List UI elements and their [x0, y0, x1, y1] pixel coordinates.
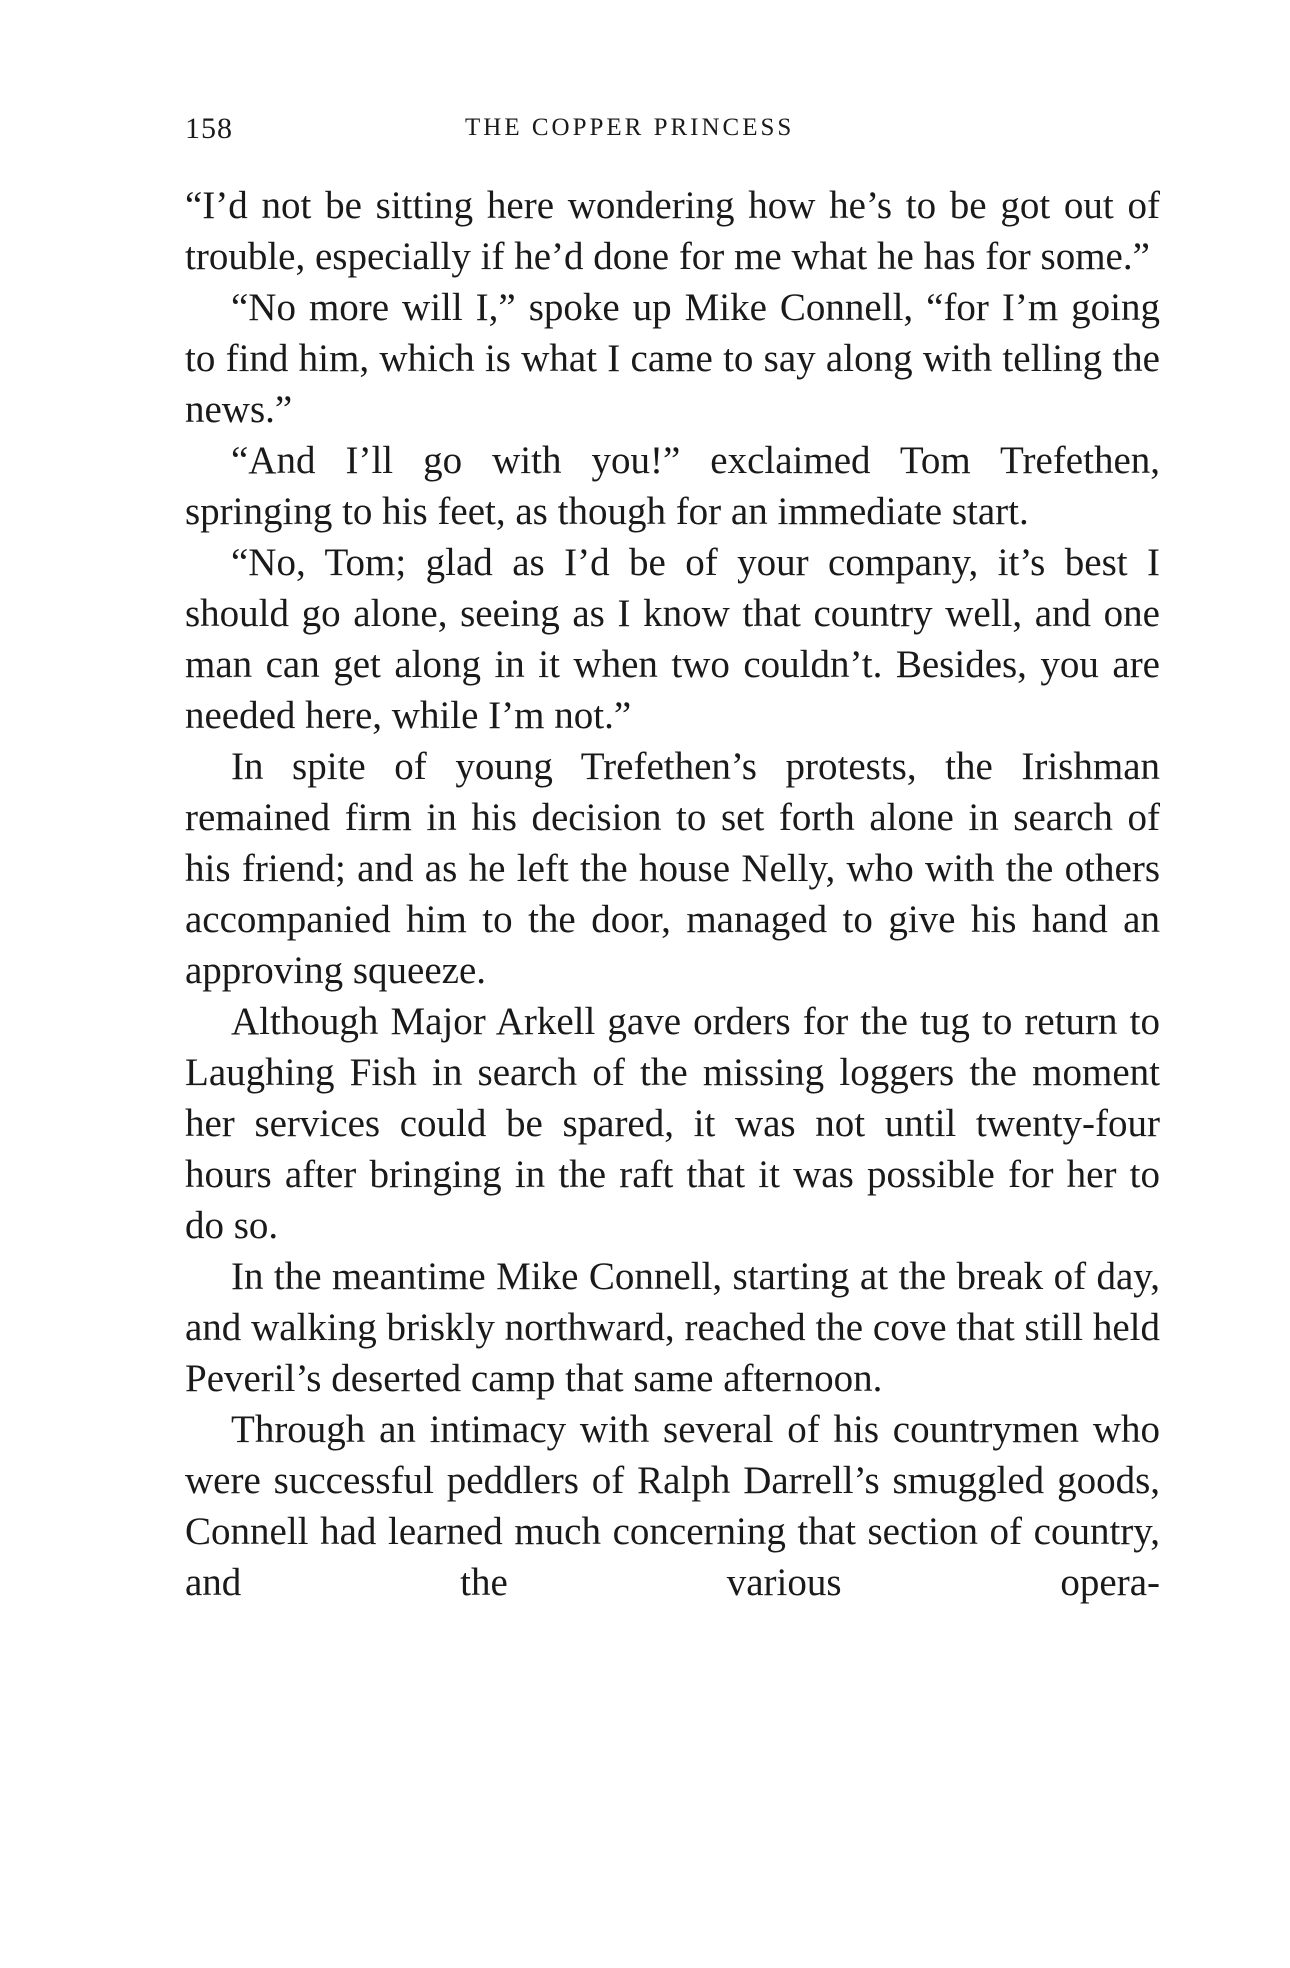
paragraph-5: In spite of young Trefethen’s protests, the Irishman remained firm in his decision to set forth alone in search of his friend; and as he left the house Nelly, who with the others accompanied him to the door, managed to give his hand an approving squeeze. — [185, 745, 1160, 992]
running-head — [185, 112, 1160, 152]
paragraph-1: “I’d not be sitting here wondering how he’s to be got out of trouble, especially if he’d done for me what he has for some.” — [185, 184, 1160, 278]
paragraph-2: “No more will I,” spoke up Mike Connell, “for I’m going to find him, which is what I came to say along with telling the news.” — [185, 286, 1160, 431]
paragraph-7: In the meantime Mike Connell, starting at the break of day, and walking briskly northward, reached the cove that still held Peveril’s deserted camp that same afternoon. — [185, 1255, 1160, 1400]
paragraph-3: “And I’ll go with you!” exclaimed Tom Trefethen, springing to his feet, as though for an immediate start. — [185, 439, 1160, 533]
body-text — [185, 180, 1160, 1608]
book-title: THE COPPER PRINCESS — [465, 114, 795, 141]
paragraph-8: Through an intimacy with several of his countrymen who were successful peddlers of Ralph Darrell’s smuggled goods, Connell had learned much concerning that section of country, and the various opera- — [185, 1408, 1160, 1604]
paragraph-4: “No, Tom; glad as I’d be of your company, it’s best I should go alone, seeing as I know that country well, and one man can get along in it when two couldn’t. Besides, you are needed here, while I’m not.” — [185, 541, 1160, 737]
paragraph-6: Although Major Arkell gave orders for the tug to return to Laughing Fish in search of the missing loggers the moment her services could be spared, it was not until twenty-four hours after bringing in the raft that it was possible for her to do so. — [185, 1000, 1160, 1247]
page-number: 158 — [185, 112, 233, 145]
